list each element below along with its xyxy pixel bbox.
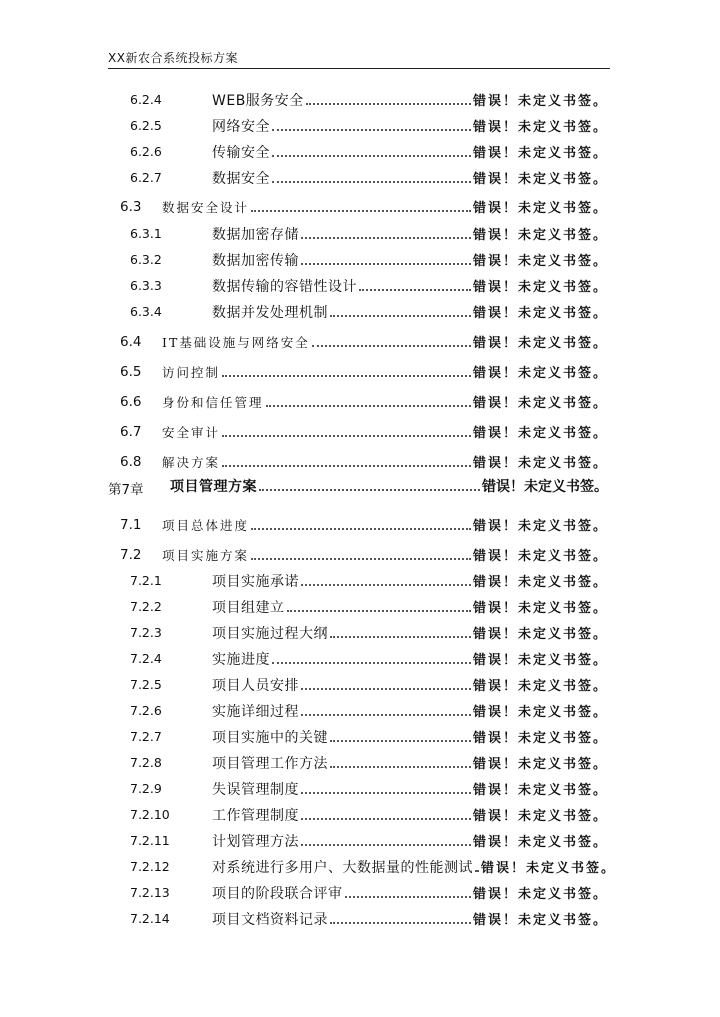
toc-entry-number: 7.2.3 bbox=[130, 625, 162, 640]
toc-entry-page: 错误！未定义书签。 bbox=[472, 94, 608, 109]
toc-entry-page: 错误！未定义书签。 bbox=[472, 280, 608, 295]
toc-leader-dots bbox=[272, 129, 471, 131]
toc-entry-page: 错误！未定义书签。 bbox=[472, 146, 608, 161]
toc-entry[interactable] bbox=[108, 647, 608, 671]
toc-leader-dots bbox=[251, 528, 471, 530]
toc-entry[interactable] bbox=[108, 420, 608, 444]
toc-leader-dots bbox=[301, 818, 471, 820]
toc-entry-title: 项目总体进度 bbox=[162, 518, 250, 533]
toc-entry-number: 7.2.2 bbox=[130, 599, 162, 614]
toc-entry[interactable] bbox=[108, 140, 608, 164]
toc-leader-dots bbox=[272, 662, 471, 664]
toc-entry-title: 项目管理工作方法 bbox=[212, 756, 328, 772]
toc-entry-page: 错误！未定义书签。 bbox=[472, 757, 608, 772]
toc-entry-number: 6.3 bbox=[120, 199, 142, 215]
toc-entry-title: 数据安全 bbox=[212, 171, 270, 187]
toc-entry-title: 数据加密传输 bbox=[212, 253, 299, 269]
toc-entry-title: 数据安全设计 bbox=[162, 200, 250, 215]
toc-entry-title: 访问控制 bbox=[162, 365, 221, 380]
toc-leader-dots bbox=[272, 181, 471, 183]
toc-entry-title: 身份和信任管理 bbox=[162, 395, 264, 410]
toc-entry-title: IT基础设施与网络安全 bbox=[162, 335, 310, 350]
toc-entry-title: 实施详细过程 bbox=[212, 704, 299, 720]
toc-entry-page: 错误！未定义书签。 bbox=[472, 549, 608, 564]
toc-entry-number: 7.2.9 bbox=[130, 781, 162, 796]
toc-entry-page: 错误！未定义书签。 bbox=[472, 835, 608, 850]
toc-entry[interactable] bbox=[108, 248, 608, 272]
toc-entry-page: 错误！未定义书签。 bbox=[482, 479, 608, 495]
toc-entry-title: 工作管理制度 bbox=[212, 808, 299, 824]
toc-entry-number: 6.3.3 bbox=[130, 278, 162, 293]
toc-entry[interactable] bbox=[108, 881, 608, 905]
toc-leader-dots bbox=[287, 610, 471, 612]
page-header: XX新农合系统投标方案 bbox=[108, 48, 610, 69]
toc-entry-title: 项目实施承诺 bbox=[212, 574, 299, 590]
toc-leader-dots bbox=[222, 375, 471, 377]
toc-leader-dots bbox=[301, 844, 471, 846]
toc-entry-title: 网络安全 bbox=[212, 119, 270, 135]
toc-entry-page: 错误！未定义书签。 bbox=[472, 306, 608, 321]
toc-entry-title: WEB服务安全 bbox=[212, 93, 304, 109]
toc-entry-number: 7.2.6 bbox=[130, 703, 162, 718]
toc-entry[interactable] bbox=[108, 543, 608, 567]
toc-entry-number: 7.2.11 bbox=[130, 833, 170, 848]
toc-leader-dots bbox=[312, 345, 471, 347]
toc-entry-number: 第7章 bbox=[108, 482, 144, 498]
toc-entry-page: 错误！未定义书签。 bbox=[472, 336, 608, 351]
toc-leader-dots bbox=[301, 688, 471, 690]
toc-entry-number: 6.2.6 bbox=[130, 144, 162, 159]
toc-entry-number: 7.1 bbox=[120, 517, 142, 533]
toc-entry-number: 7.2 bbox=[120, 547, 142, 563]
toc-leader-dots bbox=[251, 210, 471, 212]
toc-entry-title: 项目实施过程大纲 bbox=[212, 626, 328, 642]
toc-entry[interactable] bbox=[108, 114, 608, 138]
toc-leader-dots bbox=[475, 870, 479, 872]
toc-entry-page: 错误！未定义书签。 bbox=[472, 913, 608, 928]
toc-entry-page: 错误！未定义书签。 bbox=[472, 396, 608, 411]
toc-entry-title: 项目管理方案 bbox=[170, 479, 257, 495]
toc-entry-number: 7.2.7 bbox=[130, 729, 162, 744]
toc-leader-dots bbox=[345, 896, 471, 898]
toc-entry[interactable] bbox=[108, 569, 608, 593]
toc-entry-page: 错误！未定义书签。 bbox=[472, 201, 608, 216]
toc-entry-page: 错误！未定义书签。 bbox=[481, 861, 617, 876]
toc-entry-title: 失误管理制度 bbox=[212, 782, 299, 798]
toc-entry-title: 数据并发处理机制 bbox=[212, 305, 328, 321]
toc-entry-page: 错误！未定义书签。 bbox=[472, 627, 608, 642]
toc-leader-dots bbox=[301, 584, 471, 586]
toc-entry-number: 6.7 bbox=[120, 424, 142, 440]
toc-entry-title: 数据加密存储 bbox=[212, 227, 299, 243]
toc-entry-page: 错误！未定义书签。 bbox=[472, 731, 608, 746]
toc-entry-number: 7.2.10 bbox=[130, 807, 170, 822]
toc-entry-page: 错误！未定义书签。 bbox=[472, 254, 608, 269]
toc-leader-dots bbox=[301, 714, 471, 716]
toc-entry-number: 6.6 bbox=[120, 394, 142, 410]
toc-entry-title: 解决方案 bbox=[162, 455, 221, 470]
toc-entry[interactable] bbox=[108, 166, 608, 190]
toc-entry[interactable] bbox=[108, 777, 608, 801]
toc-entry[interactable] bbox=[108, 222, 608, 246]
toc-entry-title: 项目实施中的关键 bbox=[212, 730, 328, 746]
toc-entry-page: 错误！未定义书签。 bbox=[472, 426, 608, 441]
toc-entry[interactable] bbox=[108, 88, 608, 112]
toc-entry-page: 错误！未定义书签。 bbox=[472, 228, 608, 243]
toc-leader-dots bbox=[222, 465, 471, 467]
toc-entry-number: 7.2.1 bbox=[130, 573, 162, 588]
toc-entry-number: 6.2.5 bbox=[130, 118, 162, 133]
toc-entry-title: 项目文档资料记录 bbox=[212, 912, 328, 928]
toc-entry-number: 7.2.5 bbox=[130, 677, 162, 692]
toc-leader-dots bbox=[272, 155, 471, 157]
toc-entry[interactable] bbox=[108, 751, 608, 775]
toc-entry-page: 错误！未定义书签。 bbox=[472, 783, 608, 798]
toc-entry[interactable] bbox=[108, 621, 608, 645]
toc-entry[interactable] bbox=[108, 855, 617, 879]
toc-entry-page: 错误！未定义书签。 bbox=[472, 601, 608, 616]
toc-entry[interactable] bbox=[108, 803, 608, 827]
toc-entry-number: 6.8 bbox=[120, 454, 142, 470]
toc-entry[interactable] bbox=[108, 274, 608, 298]
toc-entry[interactable] bbox=[108, 360, 608, 384]
toc-entry-page: 错误！未定义书签。 bbox=[472, 809, 608, 824]
toc-leader-dots bbox=[222, 435, 471, 437]
toc-entry-page: 错误！未定义书签。 bbox=[472, 172, 608, 187]
toc-entry-title: 对系统进行多用户、大数据量的性能测试 bbox=[212, 860, 473, 876]
toc-entry-page: 错误！未定义书签。 bbox=[472, 679, 608, 694]
toc-leader-dots bbox=[359, 289, 471, 291]
toc-entry-number: 6.4 bbox=[120, 334, 142, 350]
toc-entry-title: 项目的阶段联合评审 bbox=[212, 886, 343, 902]
toc-entry-title: 数据传输的容错性设计 bbox=[212, 279, 357, 295]
toc-entry-title: 传输安全 bbox=[212, 145, 270, 161]
toc-leader-dots bbox=[301, 263, 471, 265]
toc-entry-number: 7.2.4 bbox=[130, 651, 162, 666]
toc-entry-title: 安全审计 bbox=[162, 425, 221, 440]
toc-leader-dots bbox=[330, 766, 471, 768]
toc-leader-dots bbox=[330, 636, 471, 638]
toc-entry-page: 错误！未定义书签。 bbox=[472, 705, 608, 720]
toc-entry[interactable] bbox=[108, 300, 608, 324]
toc-leader-dots bbox=[266, 405, 471, 407]
toc-entry-number: 6.2.7 bbox=[130, 170, 162, 185]
toc-entry-page: 错误！未定义书签。 bbox=[472, 519, 608, 534]
toc-entry[interactable] bbox=[108, 390, 608, 414]
toc-entry-number: 6.5 bbox=[120, 364, 142, 380]
toc-entry[interactable] bbox=[108, 595, 608, 619]
toc-entry-number: 6.3.4 bbox=[130, 304, 162, 319]
toc-entry-page: 错误！未定义书签。 bbox=[472, 120, 608, 135]
toc-entry-title: 计划管理方法 bbox=[212, 834, 299, 850]
toc-leader-dots bbox=[306, 103, 471, 105]
toc-entry-number: 6.3.2 bbox=[130, 252, 162, 267]
toc-entry-title: 实施进度 bbox=[212, 652, 270, 668]
toc-entry[interactable] bbox=[108, 829, 608, 853]
toc-entry[interactable] bbox=[108, 673, 608, 697]
toc-entry-number: 7.2.12 bbox=[130, 859, 170, 874]
toc-leader-dots bbox=[301, 792, 471, 794]
toc-leader-dots bbox=[330, 315, 471, 317]
toc-entry-page: 错误！未定义书签。 bbox=[472, 456, 608, 471]
toc-leader-dots bbox=[259, 489, 480, 491]
toc-entry[interactable] bbox=[108, 725, 608, 749]
toc-entry[interactable] bbox=[108, 330, 608, 354]
toc-entry[interactable] bbox=[108, 450, 608, 474]
toc-entry-number: 6.3.1 bbox=[130, 226, 162, 241]
toc-entry[interactable] bbox=[108, 195, 608, 219]
toc-entry-page: 错误！未定义书签。 bbox=[472, 653, 608, 668]
toc-leader-dots bbox=[330, 740, 471, 742]
toc-leader-dots bbox=[301, 237, 471, 239]
toc-entry-title: 项目组建立 bbox=[212, 600, 285, 616]
toc-entry-number: 6.2.4 bbox=[130, 92, 162, 107]
toc-entry-page: 错误！未定义书签。 bbox=[472, 575, 608, 590]
toc-leader-dots bbox=[251, 558, 471, 560]
toc-entry[interactable] bbox=[108, 513, 608, 537]
toc-entry-number: 7.2.14 bbox=[130, 911, 170, 926]
toc-entry[interactable] bbox=[108, 907, 608, 931]
toc-entry-number: 7.2.13 bbox=[130, 885, 170, 900]
toc-entry-title: 项目实施方案 bbox=[162, 548, 250, 563]
toc-entry-number: 7.2.8 bbox=[130, 755, 162, 770]
toc-entry-page: 错误！未定义书签。 bbox=[472, 887, 608, 902]
toc-chapter-entry[interactable] bbox=[108, 474, 608, 498]
toc-entry-page: 错误！未定义书签。 bbox=[472, 366, 608, 381]
toc-entry-title: 项目人员安排 bbox=[212, 678, 299, 694]
toc-leader-dots bbox=[330, 922, 471, 924]
toc-entry[interactable] bbox=[108, 699, 608, 723]
